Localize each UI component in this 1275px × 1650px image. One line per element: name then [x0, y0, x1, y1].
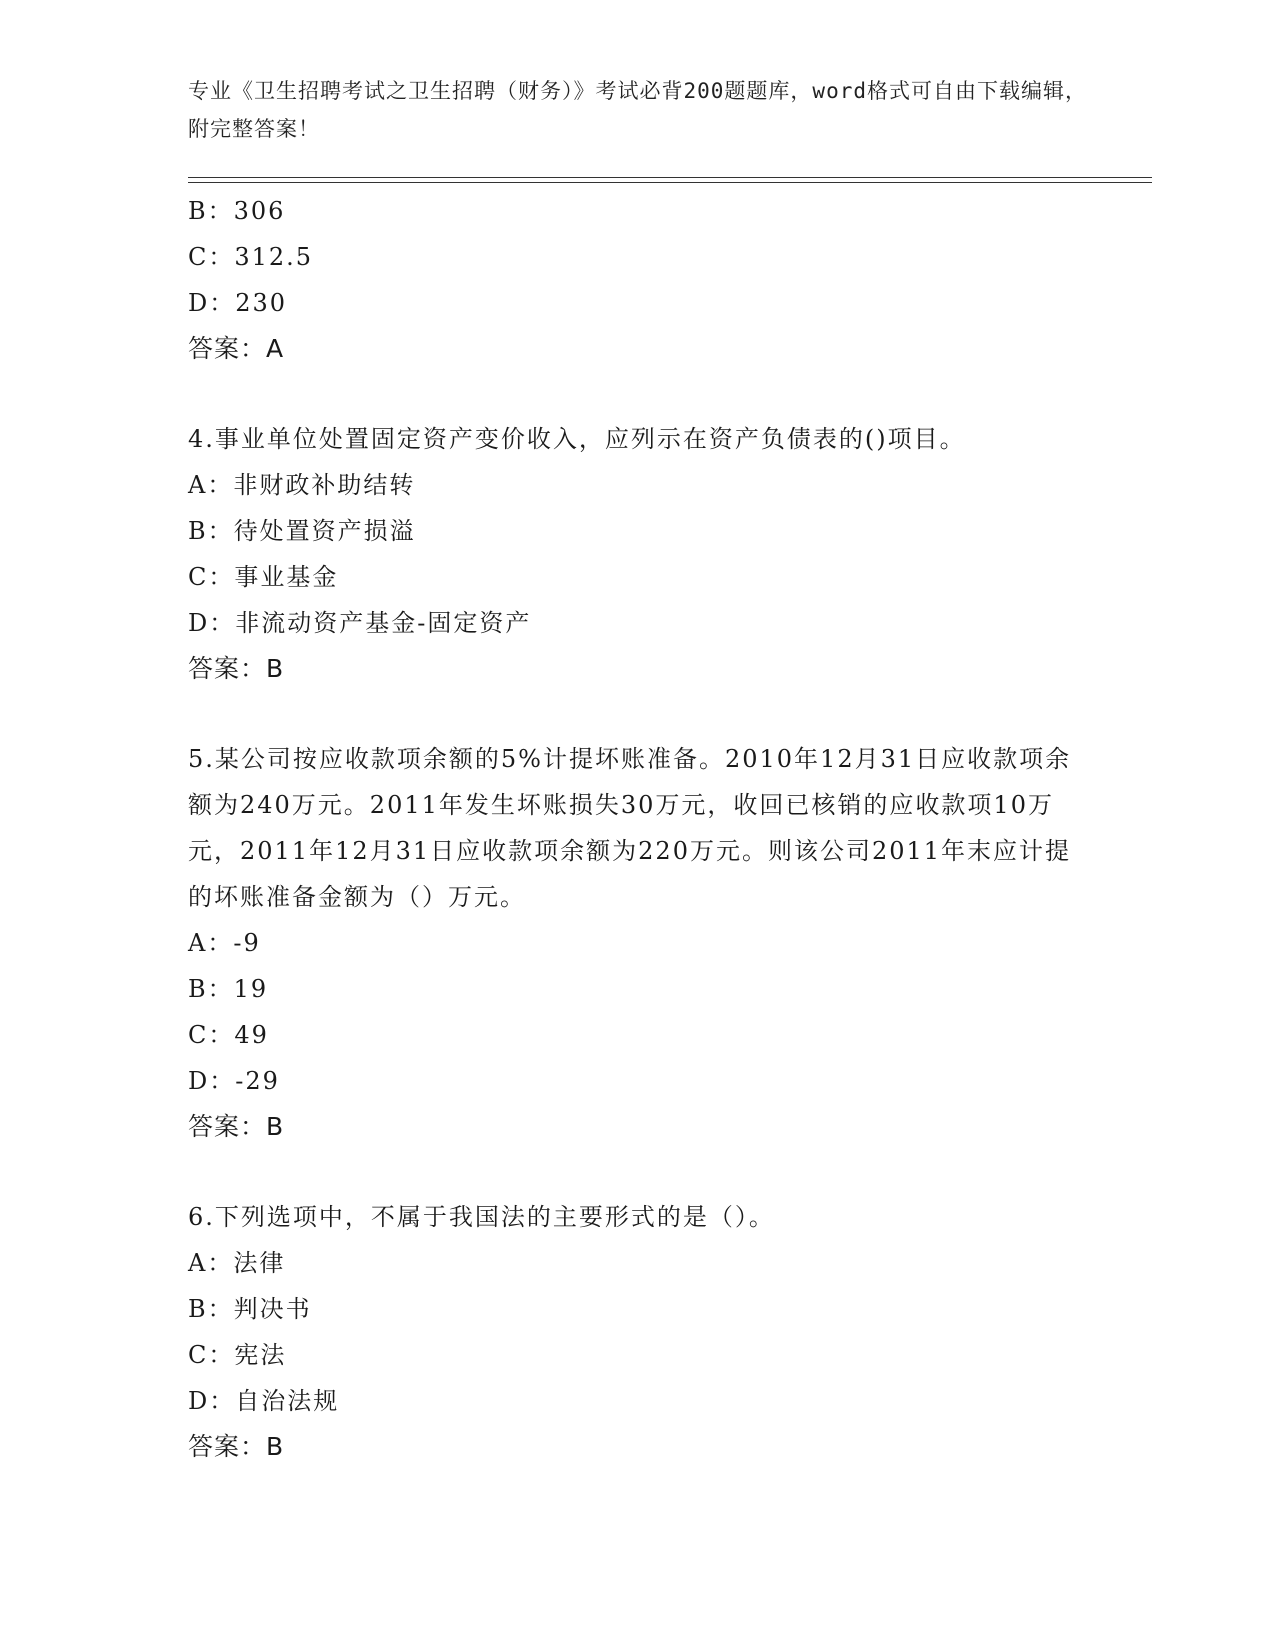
option-d: D：非流动资产基金-固定资产 — [188, 609, 532, 637]
option-d: D：自治法规 — [188, 1387, 340, 1415]
option-b: B：19 — [188, 975, 269, 1003]
option-d: D：230 — [188, 289, 288, 317]
option-b: B：待处置资产损溢 — [188, 517, 416, 545]
answer-line: 答案：A — [188, 334, 285, 363]
question-6 — [188, 1194, 1088, 1470]
header-divider-top — [188, 177, 1152, 178]
question-text: 5.某公司按应收款项余额的5%计提坏账准备。2010年12月31日应收款项余额为240万元。2011年发生坏账损失30万元，收回已核销的应收款项10万元，2011年12月31日应收款项余额为220万元。则该公司2011年末应计提的坏账准备金额为（）万元。 — [188, 745, 1072, 911]
option-a: A：-9 — [188, 929, 261, 957]
question-content — [188, 188, 1088, 1470]
question-text: 4.事业单位处置固定资产变价收入，应列示在资产负债表的()项目。 — [188, 425, 966, 453]
header-divider-bottom — [188, 182, 1152, 183]
option-c: C：49 — [188, 1021, 269, 1049]
answer-line: 答案：B — [188, 1112, 285, 1141]
question-3-continued — [188, 188, 1088, 372]
question-4 — [188, 416, 1088, 692]
option-c: C：事业基金 — [188, 563, 339, 591]
answer-line: 答案：B — [188, 654, 285, 683]
question-text: 6.下列选项中，不属于我国法的主要形式的是（）。 — [188, 1203, 775, 1231]
option-b: B：判决书 — [188, 1295, 312, 1323]
option-d: D：-29 — [188, 1067, 280, 1095]
option-c: C：312.5 — [188, 243, 314, 271]
option-c: C：宪法 — [188, 1341, 287, 1369]
option-a: A：非财政补助结转 — [188, 471, 416, 499]
document-header: 专业《卫生招聘考试之卫生招聘（财务）》考试必背200题题库，word格式可自由下载编辑，附完整答案！ — [188, 79, 1087, 141]
answer-line: 答案：B — [188, 1432, 285, 1461]
question-5 — [188, 736, 1088, 1150]
option-b: B：306 — [188, 197, 286, 225]
option-a: A：法律 — [188, 1249, 286, 1277]
